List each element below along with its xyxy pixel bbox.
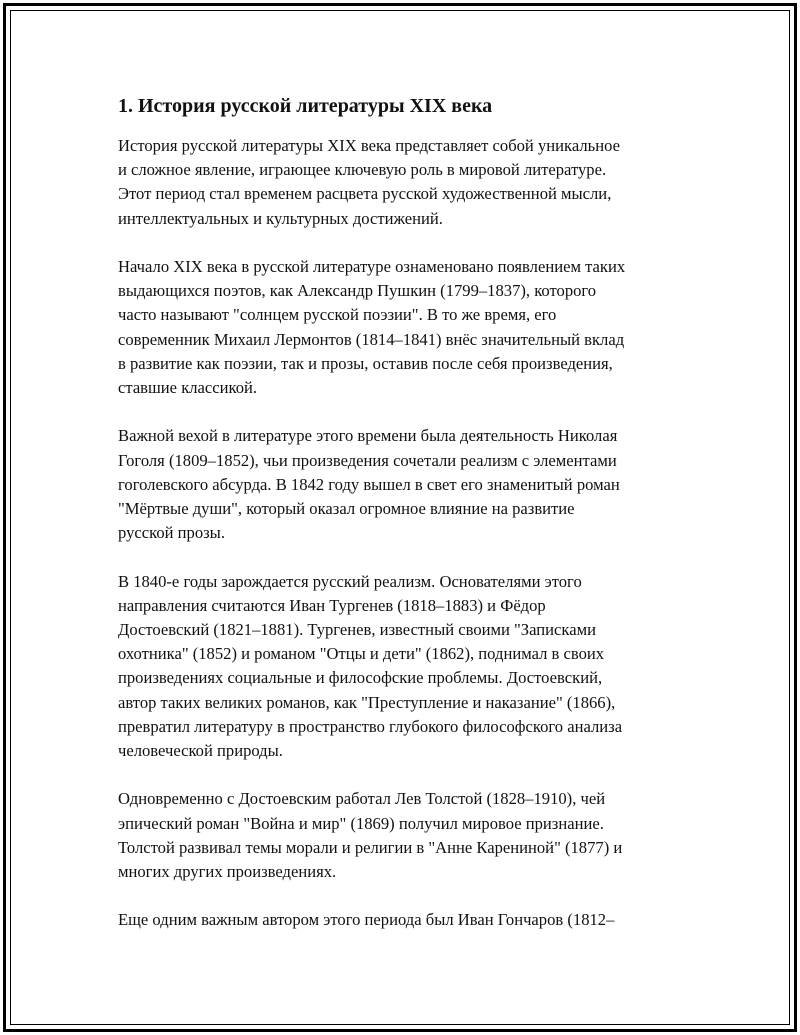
paragraph-tolstoy: Одновременно с Достоевским работал Лев Толстой (1828–1910), чей эпический роман "Война и мир" (1869) получил мировое признание. Толстой развивал темы морали и религии в "Анне Карениной" (1877) и многих других произведениях. bbox=[118, 789, 623, 882]
section-heading: 1. История русской литературы XIX века bbox=[118, 95, 493, 117]
paragraph-realism: В 1840-е годы зарождается русский реализм. Основателями этого направления считаются Иван Тургенев (1818–1883) и Фёдор Достоевский (1821–1881). Тургенев, известный своими "Записками охотника" (1852) и романом "Отцы и дети" (1862), поднимал в своих произведениях социальные и философские проблемы. Достоевский, автор таких великих романов, как "Преступление и наказание" (1866), превратил литературу в пространство глубокого философского анализа человеческой природы. bbox=[118, 571, 623, 761]
document-body bbox=[118, 92, 688, 957]
paragraph-gogol: Важной вехой в литературе этого времени была деятельность Николая Гоголя (1809–1852), чьи произведения сочетали реализм с элементами гоголевского абсурда. В 1842 году вышел в свет его знаменитый роман "Мёртвые души", который оказал огромное влияние на развитие русской прозы. bbox=[118, 426, 620, 543]
paragraph-pushkin-lermontov: Начало XIX века в русской литературе ознаменовано появлением таких выдающихся поэтов, как Александр Пушкин (1799–1837), которого часто называют "солнцем русской поэзии". В то же время, его современник Михаил Лермонтов (1814–1841) внёс значительный вклад в развитие как поэзии, так и прозы, оставив после себя произведения, ставшие классикой. bbox=[118, 257, 626, 398]
paragraph-goncharov: Еще одним важным автором этого периода был Иван Гончаров (1812– bbox=[118, 910, 615, 930]
paragraph-intro: История русской литературы XIX века представляет собой уникальное и сложное явление, играющее ключевую роль в мировой литературе. Этот период стал временем расцвета русской художественной мысли, интеллектуальных и культурных достижений. bbox=[118, 136, 620, 228]
